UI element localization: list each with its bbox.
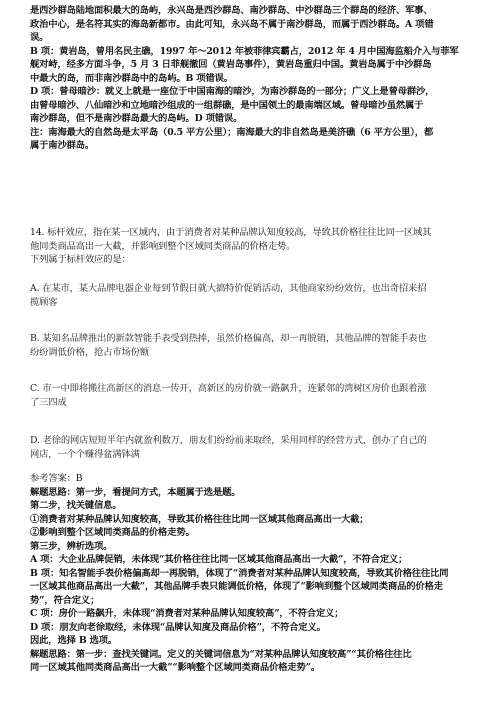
answer-section [30, 472, 472, 675]
answer-line: 解题思路：第一步，看提问方式，本题属于选是题。 [30, 486, 241, 498]
previous-question-analysis [30, 4, 472, 153]
answer-label: 参考答案：B [30, 473, 83, 484]
analysis-line: 由曾母暗沙、八仙暗沙和立地暗沙组成的一组群礁，是中国领土的最南端区域。曾母暗沙虽然属于 [30, 99, 424, 111]
question-stem-line: 下列属于标杆效应的是： [30, 254, 131, 265]
option-line: C. 市一中即将搬往高新区的消息一传开，高新区的房价就一路飙升，连紧邻的湾树区房价也跟着涨 [30, 383, 427, 394]
analysis-line: 政治中心，是名符其实的海岛新都市。由此可知，永兴岛不属于南沙群岛，而属于西沙群岛。A 项错 [30, 18, 434, 30]
answer-line: 第二步，找关键信息。 [30, 500, 122, 511]
option-line: 了三四成 [30, 396, 67, 408]
answer-line: 解题思路：第一步：查找关键词。定义的关键词信息为“对某种品牌认知度较高”“其价格往往比 [30, 648, 412, 660]
answer-line: D 项：朋友向老徐取经，未体现“品牌认知度及商品价格”，不符合定义。 [30, 621, 326, 633]
option-a [30, 282, 472, 309]
option-line: A. 在某市，某大品牌电器企业每到节假日就大搞特价促销活动，其他商家纷纷效仿，也出奇招来招 [30, 283, 427, 294]
analysis-line: 是西沙群岛陆地面积最大的岛屿，永兴岛是西沙群岛、南沙群岛、中沙群岛三个群岛的经济、军事、 [30, 5, 433, 16]
option-line: 纷纷调低价格，抢占市场份额 [30, 346, 149, 358]
option-c [30, 382, 472, 409]
option-d [30, 434, 472, 461]
question-stem [30, 226, 472, 267]
analysis-line: 中最大的岛，而非南沙群岛中的岛屿。B 项错误。 [30, 72, 233, 84]
answer-line: 因此，选择 B 选项。 [30, 635, 118, 646]
analysis-line: 注：南海最大的自然岛是太平岛（0.5 平方公里）；南海最大的非自然岛是美济礁（6 平方公里），都 [30, 126, 434, 138]
answer-line: 势”，符合定义； [30, 594, 100, 606]
answer-line: A 项：大企业品牌促销，未体现“其价格往往比同一区域其他商品高出一大截”，不符合定义； [30, 554, 408, 565]
analysis-line: D 项：曾母暗沙：就义上就是一座位于中国南海的暗沙，为南沙群岛的一部分；广义上是曾母群沙， [30, 86, 435, 97]
answer-line: 同一区域其他同类商品高出一大截”“影响整个区域同类商品价格走势”。 [30, 662, 320, 673]
option-line: 网店，一个个赚得盆满钵满 [30, 448, 140, 460]
answer-line: ①消费者对某种品牌认知度较高，导致其价格往往比同一区域其他商品高出一大截； [30, 513, 369, 525]
answer-line: C 项：房价一路飙升，未体现“消费者对某种品牌认知度较高”，不符合定义； [30, 608, 344, 619]
answer-line: 一区域其他商品高出一大截”，其他品牌手表只能调低价格，体现了“影响到整个区域同类商品的价格走 [30, 581, 443, 592]
analysis-line: 误。 [30, 32, 49, 43]
analysis-line: 属于南沙群岛。 [30, 140, 95, 151]
analysis-line: B 项：黄岩岛，曾用名民主礁，1997 年～2012 年被菲律宾霸占，2012 年 4 月中国海监船介入与菲军 [30, 45, 459, 57]
option-line: B. 某知名品牌推出的新款智能手表受到热捧，虽然价格偏高，却一再脱销，其他品牌的智能手表也 [30, 333, 427, 344]
option-line: D. 老徐的网店短短半年内就盈利数万，朋友们纷纷前来取经，采用同样的经营方式，创办了自己的 [30, 435, 427, 446]
option-line: 揽顾客 [30, 296, 58, 308]
question-stem-line: 14. 标杆效应，指在某一区域内，由于消费者对某种品牌认知度较高，导致其价格往往比同一区域其 [30, 227, 432, 238]
option-b [30, 332, 472, 359]
analysis-line: 舰对峙，经多方面斗争，5 月 3 日菲舰撤回（黄岩岛事件），黄岩岛重归中国。黄岩岛属于中沙群岛 [30, 59, 432, 70]
answer-line: B 项：知名智能手表价格偏高却一再脱销，体现了“消费者对某种品牌认知度较高，导致其价格往往比同 [30, 567, 449, 579]
question-stem-line: 他同类商品高出一大截，并影响到整个区域同类商品的价格走势。 [30, 240, 296, 252]
answer-line: 第三步，辨析选项。 [30, 540, 113, 552]
answer-line: ②影响到整个区域同类商品的价格走势。 [30, 527, 195, 538]
analysis-line: 南沙群岛，但不是南沙群岛最大的岛屿。D 项错误。 [30, 113, 243, 124]
